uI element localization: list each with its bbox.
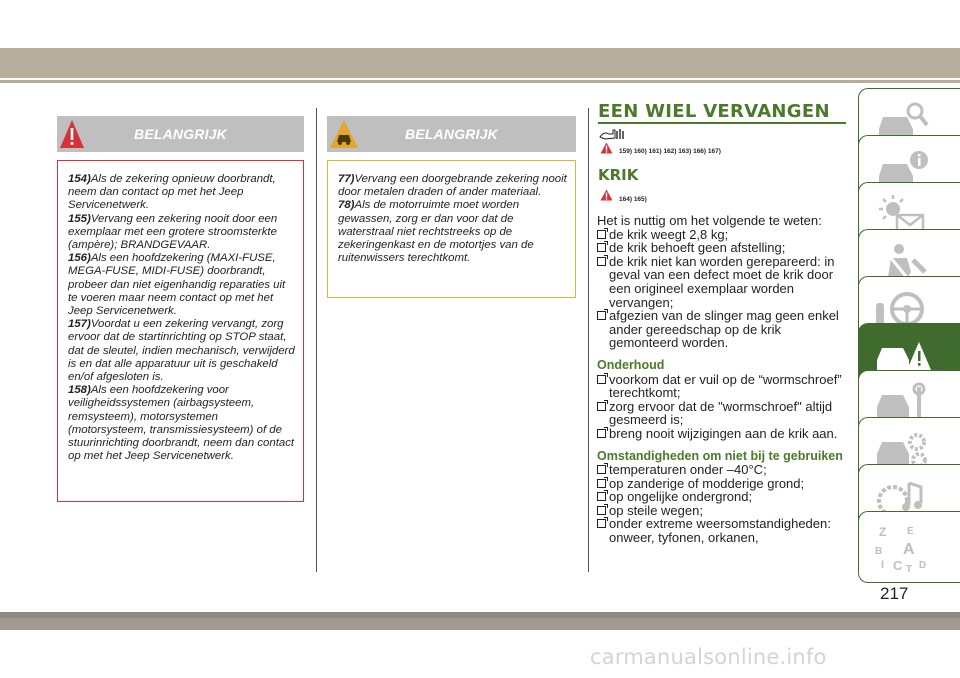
item-text: Vervang een zekering nooit door een exemplaar met een grotere stroomsterkte (ampère); BRANDGEVAAR. bbox=[68, 212, 278, 252]
item-number: 156) bbox=[68, 252, 91, 265]
list-item-text: breng nooit wijzigingen aan de krik aan. bbox=[609, 425, 838, 441]
list-item bbox=[597, 490, 849, 504]
index-letter: I bbox=[881, 559, 885, 571]
tab-index[interactable] bbox=[858, 511, 960, 583]
list-item bbox=[597, 427, 849, 441]
warning-box-header bbox=[57, 116, 304, 152]
item-number: 155) bbox=[68, 212, 91, 225]
warning-box-body bbox=[57, 160, 304, 502]
list-item bbox=[597, 373, 849, 400]
jack-info-text bbox=[597, 214, 849, 545]
warning-box-body bbox=[327, 160, 576, 298]
warning-item bbox=[68, 252, 295, 318]
warning-text bbox=[338, 173, 567, 265]
warning-triangle-icon bbox=[600, 189, 613, 201]
page-top bbox=[0, 0, 960, 48]
list-item bbox=[597, 241, 849, 255]
index-letter: C bbox=[893, 558, 903, 573]
index-letter: A bbox=[903, 541, 915, 558]
warning-box-important-2 bbox=[327, 116, 576, 298]
warning-box-header bbox=[327, 116, 576, 152]
checkbox-bullet-icon bbox=[597, 402, 606, 411]
checkbox-bullet-icon bbox=[597, 311, 606, 320]
checkbox-bullet-icon bbox=[597, 506, 606, 515]
list-item-text: de krik behoeft geen afstelling; bbox=[609, 240, 786, 256]
conditions-heading: Omstandigheden om niet bij te gebruiken bbox=[597, 448, 843, 463]
checkbox-bullet-icon bbox=[597, 479, 606, 488]
column-divider-1 bbox=[316, 108, 317, 572]
list-item bbox=[597, 463, 849, 477]
list-item-text: zorg ervoor dat de "wormschroef" altijd gesmeerd is; bbox=[609, 398, 833, 428]
bottom-band-inner bbox=[0, 618, 960, 630]
list-item-text: op steile wegen; bbox=[609, 502, 703, 518]
item-text: Als een hoofdzekering voor veiligheidssystemen (airbagsysteem, remsysteem), motorsystemen (motorsysteem, transmissiesysteem) of de stuurinrichting doorbrandt, neem dan contact op met het Jeep Servicenetwerk. bbox=[68, 384, 295, 463]
list-item-text: de krik weegt 2,8 kg; bbox=[609, 226, 729, 242]
item-number: 158) bbox=[68, 384, 91, 397]
list-item-text: temperaturen onder –40°C; bbox=[609, 462, 767, 478]
item-number: 154) bbox=[68, 173, 91, 185]
section-title-rule bbox=[598, 122, 846, 124]
item-text: Als de zekering opnieuw doorbrandt, neem dan contact op met het Jeep Servicenetwerk. bbox=[68, 173, 276, 212]
warning-box-title: BELANGRIJK bbox=[133, 126, 227, 142]
list-item bbox=[597, 504, 849, 518]
warning-text bbox=[68, 173, 295, 463]
warning-item bbox=[68, 213, 295, 253]
warning-references: 159) 160) 161) 162) 163) 166) 167) bbox=[619, 148, 721, 155]
item-text: Als een hoofdzekering (MAXI-FUSE, MEGA-FUSE, MIDI-FUSE) doorbrandt, probeer dan niet eigenhandig reparaties uit te voeren maar neem contact op met het Jeep Servicenetwerk. bbox=[68, 252, 286, 318]
checkbox-bullet-icon bbox=[597, 257, 606, 266]
warning-triangle-icon bbox=[600, 142, 613, 154]
list-item-text: onder extreme weersomstandigheden: onweer, tyfonen, orkanen, bbox=[609, 516, 831, 546]
checkbox-bullet-icon bbox=[597, 230, 606, 239]
item-text: Als de motorruimte moet worden gewassen, zorg er dan voor dat de waterstraal niet rechtstreeks op de zekeringenkast en de motortjes van de ruitenwissers terechtkomt. bbox=[338, 199, 534, 265]
item-number: 78) bbox=[338, 199, 355, 212]
watermark: carmanualsonline.info bbox=[590, 645, 827, 669]
list-item bbox=[597, 255, 849, 309]
index-letters-icon bbox=[873, 522, 933, 576]
checkbox-bullet-icon bbox=[597, 243, 606, 252]
maintenance-heading: Onderhoud bbox=[597, 357, 665, 372]
list-item-text: de krik niet kan worden gerepareerd: in geval van een defect moet de krik door een origineel exemplaar worden vervangen; bbox=[609, 253, 835, 310]
column-divider-2 bbox=[588, 108, 589, 572]
checkbox-bullet-icon bbox=[597, 465, 606, 474]
list-item-text: op ongelijke ondergrond; bbox=[609, 489, 753, 505]
list-item bbox=[597, 477, 849, 491]
subsection-title: KRIK bbox=[598, 166, 639, 184]
top-band bbox=[0, 48, 960, 78]
index-letter: D bbox=[919, 560, 927, 571]
item-number: 157) bbox=[68, 318, 91, 331]
warning-item bbox=[338, 173, 567, 199]
item-number: 77) bbox=[338, 173, 355, 185]
warning-item bbox=[68, 318, 295, 384]
checkbox-bullet-icon bbox=[597, 519, 606, 528]
warning-box-important-1 bbox=[57, 116, 304, 502]
checkbox-bullet-icon bbox=[597, 492, 606, 501]
list-item bbox=[597, 228, 849, 242]
warning-references: 164) 165) bbox=[619, 196, 647, 203]
checkbox-bullet-icon bbox=[597, 429, 606, 438]
index-letter: Z bbox=[879, 525, 887, 539]
top-rule bbox=[0, 80, 960, 83]
list-item-text: op zanderige of modderige grond; bbox=[609, 475, 805, 491]
list-item-text: voorkom dat er vuil op de “wormschroef” terechtkomt; bbox=[609, 371, 842, 401]
warning-box-title: BELANGRIJK bbox=[404, 126, 498, 142]
warning-item bbox=[338, 199, 567, 265]
index-letter: E bbox=[907, 526, 914, 537]
warning-item bbox=[68, 173, 295, 213]
item-text: Voordat u een zekering vervangt, zorg ervoor dat de startinrichting op STOP staat, dat de sleutel, indien mechanisch, verwijderd is en dat alle apparatuur uit is geschakeld en/of afgesloten is. bbox=[68, 318, 295, 384]
list-item bbox=[597, 309, 849, 350]
environment-hand-icon bbox=[599, 127, 625, 141]
index-letter: B bbox=[875, 546, 883, 557]
list-item-text: afgezien van de slinger mag geen enkel ander gereedschap op de krik gemonteerd worden. bbox=[609, 308, 839, 351]
page-number: 217 bbox=[880, 584, 909, 603]
list-item bbox=[597, 400, 849, 427]
intro-text: Het is nuttig om het volgende te weten: bbox=[597, 213, 822, 228]
list-item bbox=[597, 517, 849, 544]
section-title: EEN WIEL VERVANGEN bbox=[598, 101, 830, 122]
checkbox-bullet-icon bbox=[597, 375, 606, 384]
warning-item bbox=[68, 384, 295, 463]
item-text: Vervang een doorgebrande zekering nooit door metalen draden of ander materiaal. bbox=[338, 173, 567, 199]
index-letter: T bbox=[906, 564, 913, 575]
